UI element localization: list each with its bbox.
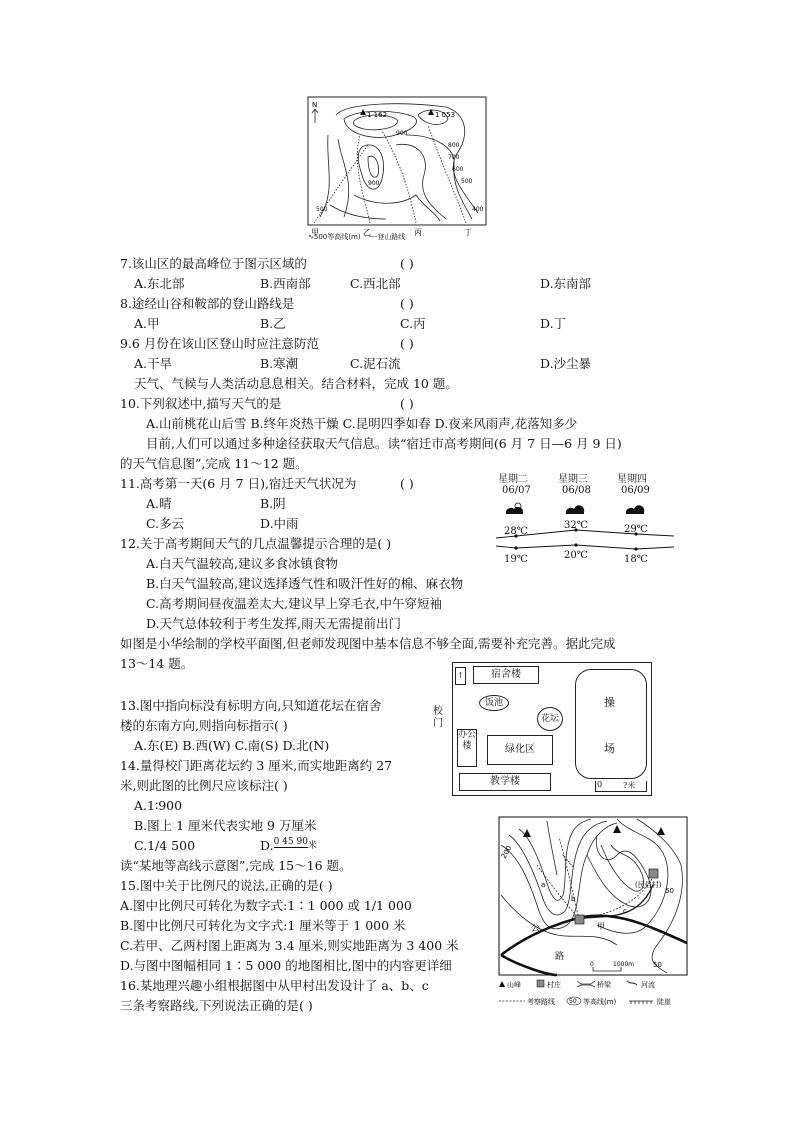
- legend-contour-label: 等高线(m): [327, 233, 361, 241]
- road-label-gong: 公: [531, 924, 541, 934]
- question-13-line1: 13.图中指向标没有标明方向,只知道花坛在宿舍: [120, 698, 382, 713]
- cloudy-icon: [626, 505, 644, 514]
- legend-contour-label: 等高线(m): [583, 998, 617, 1006]
- village-label-minsu: (民俗村): [635, 881, 662, 889]
- weekday-label: 星期三: [558, 474, 588, 485]
- contour-label: 500: [316, 206, 328, 213]
- legend-cliff: 陡崖: [657, 998, 671, 1006]
- scale-zero: 0: [590, 961, 594, 968]
- scale-zero: 0: [597, 780, 603, 789]
- question-11-paren: ( ): [400, 476, 414, 491]
- question-8-stem: 8.途经山谷和鞍部的登山路线是: [120, 296, 295, 311]
- peak-label-2: 1 053: [435, 111, 456, 119]
- topographic-map-2: [497, 815, 691, 1015]
- cloudy-sun-icon: [506, 503, 523, 514]
- high-temp-label: 32℃: [564, 520, 588, 531]
- contour-legend-icon: ∿: [308, 233, 314, 241]
- intro-q11-line1: 目前,人们可以通过多种途径获取天气信息。读“宿迁市高考期间(6 月 7 日—6 月 9 日): [146, 436, 622, 451]
- contour-label: 400: [472, 206, 484, 213]
- route-label-c: c: [623, 907, 627, 915]
- route-label-yi: 乙: [363, 228, 371, 237]
- question-16-line1: 16.某地理兴趣小组根据图中从甲村出发设计了 a、b、c: [120, 978, 429, 993]
- weekday-label: 星期二: [498, 474, 528, 485]
- contour-label: 900: [396, 130, 408, 137]
- cloudy-icon: [566, 505, 584, 514]
- question-15-stem: 15.图中关于比例尺的说法,正确的是( ): [120, 878, 333, 893]
- question-10-paren: ( ): [400, 396, 414, 411]
- question-7-paren: ( ): [400, 256, 414, 271]
- option-9c: C.泥石流: [350, 356, 401, 371]
- route-label-ding: 丁: [464, 228, 472, 237]
- peak-label-1: 1 162: [367, 111, 388, 119]
- option-14b: B.图上 1 厘米代表实地 9 万厘米: [134, 818, 317, 833]
- route-label-b: b: [571, 895, 576, 903]
- route-label-jia: 甲: [311, 228, 319, 237]
- contour-label: 800: [448, 142, 460, 149]
- low-temp-label: 19℃: [504, 554, 528, 565]
- route-legend-icon: ┈┈: [368, 233, 378, 241]
- green-area: 绿化区: [487, 735, 553, 765]
- option-8b: B.乙: [260, 316, 286, 331]
- north-arrow-blank: ↑: [455, 667, 466, 685]
- option-15c: C.若甲、乙两村图上距离为 3.4 厘米,则实地距离为 3 400 米: [120, 938, 459, 953]
- scale-1000m: 1000m: [613, 961, 635, 968]
- scale-unit: ?米: [623, 781, 636, 790]
- question-10-options: A.山前桃花山后雪 B.终年炎热干燥 C.昆明四季如春 D.夜来风雨声,花落知多少: [146, 416, 578, 431]
- route-label-a: a: [541, 881, 546, 889]
- field-char-1: 操: [604, 696, 615, 709]
- dorm-building: 宿舍楼: [473, 666, 539, 684]
- weekday-label: 星期四: [617, 474, 647, 485]
- map1-legend: [308, 232, 405, 242]
- school-plan: [452, 662, 652, 796]
- question-10-stem: 10.下列叙述中,描写天气的是: [120, 396, 282, 411]
- option-15a: A.图中比例尺可转化为数字式:1∶1 000 或 1/1 000: [120, 898, 412, 913]
- option-8d: D.丁: [540, 316, 567, 331]
- high-temp-label: 29℃: [624, 524, 648, 535]
- option-7a: A.东北部: [134, 276, 185, 291]
- option-15d: D.与图中图幅相同 1∶5 000 的地图相比,图中的内容更详细: [120, 958, 452, 973]
- intro-q13-line2: 13～14 题。: [120, 656, 194, 671]
- option-15b: B.图中比例尺可转化为文字式:1 厘米等于 1 000 米: [120, 918, 406, 933]
- low-temp-label: 18℃: [624, 554, 648, 565]
- school-gate: 校门: [433, 706, 443, 729]
- question-7-stem: 7.该山区的最高峰位于图示区域的: [120, 256, 307, 271]
- north-label: N: [312, 101, 318, 109]
- high-temp-label: 28℃: [504, 526, 528, 537]
- option-7b: B.西南部: [260, 276, 311, 291]
- contour-label: 900: [368, 180, 380, 187]
- option-14a: A.1∶900: [134, 798, 183, 813]
- option-11b: B.阴: [260, 496, 286, 511]
- village-icon: [537, 980, 544, 987]
- legend-contour-value: 500: [313, 233, 328, 241]
- legend-contour-value: 50: [569, 998, 577, 1005]
- option-11d: D.中雨: [260, 516, 299, 531]
- intro-q10: 天气、气候与人类活动息息相关。结合材料，完成 10 题。: [134, 376, 458, 391]
- sports-field: [575, 669, 647, 779]
- option-9b: B.寒潮: [260, 356, 299, 371]
- contour-label: 500: [461, 178, 473, 185]
- question-14-line2: 米,则此图的比例尺应该标注( ): [120, 778, 288, 793]
- cliff-icon: [629, 1001, 653, 1004]
- contour-label: 600: [452, 166, 464, 173]
- question-8-paren: ( ): [400, 296, 414, 311]
- option-9a: A.干旱: [134, 356, 173, 371]
- option-12c: C.高考期间昼夜温差太大,建议早上穿毛衣,中午穿短袖: [146, 596, 443, 611]
- date-label: 06/09: [621, 485, 650, 496]
- intro-q15: 读“某地等高线示意图”,完成 15～16 题。: [120, 858, 352, 873]
- intro-q11-line2: 的天气信息图”,完成 11～12 题。: [120, 456, 308, 471]
- date-label: 06/08: [562, 485, 591, 496]
- option-14d: D.0 45 $90^米$: [260, 837, 317, 853]
- option-12a: A.白天气温较高,建议多食冰镇食物: [146, 556, 338, 571]
- option-7c: C.西北部: [350, 276, 401, 291]
- option-12d: D.天气总体较利于考生发挥,雨天无需提前出门: [146, 616, 402, 631]
- option-8c: C.丙: [400, 316, 426, 331]
- question-13-line2: 楼的东南方向,则指向标指示( ): [120, 718, 288, 733]
- contour-label-50: 50: [653, 961, 662, 969]
- route-label-bing: 丙: [414, 228, 422, 237]
- office-building: 办公楼: [457, 729, 477, 767]
- legend-river: 河流: [641, 981, 655, 989]
- low-temp-label: 20℃: [564, 550, 588, 561]
- question-9-paren: ( ): [400, 336, 414, 351]
- question-14-line1: 14.量得校门距离花坛约 3 厘米,而实地距离约 27: [120, 758, 393, 773]
- option-8a: A.甲: [134, 316, 160, 331]
- legend-village: 村庄: [547, 981, 561, 989]
- contour-label-200: 200: [499, 844, 514, 860]
- question-16-line2: 三条考察路线,下列说法正确的是( ): [120, 998, 313, 1013]
- contour-label: 700: [448, 154, 460, 161]
- question-11-stem: 11.高考第一天(6 月 7 日),宿迁天气状况为: [120, 476, 357, 491]
- option-14c: C.1/4 500: [134, 838, 196, 853]
- bridge-icon: [577, 981, 595, 987]
- legend-route-label: 登山路线: [377, 233, 406, 241]
- road-label-lu: 路: [555, 952, 565, 962]
- river-icon: [627, 981, 637, 985]
- legend-route: 考察路线: [527, 998, 555, 1006]
- field-char-2: 场: [604, 742, 615, 755]
- topographic-map-1: [306, 95, 488, 243]
- pool-area: 饭池: [479, 695, 509, 711]
- legend-bridge: 桥梁: [597, 981, 611, 989]
- option-9d: D.沙尘暴: [540, 356, 592, 371]
- option-7d: D.东南部: [540, 276, 592, 291]
- option-11a: A.晴: [146, 496, 172, 511]
- village-label-jia: 甲: [597, 922, 605, 931]
- question-13-options: A.东(E) B.西(W) C.南(S) D.北(N): [134, 738, 330, 753]
- peak-icon: [499, 981, 505, 987]
- question-12-stem: 12.关于高考期间天气的几点温馨提示合理的是( ): [120, 536, 392, 551]
- scale-bar: [595, 781, 647, 792]
- flower-bed: 花坛: [537, 707, 563, 731]
- legend-peak: 山峰: [507, 981, 521, 989]
- option-11c: C.多云: [146, 516, 185, 531]
- weather-forecast: [496, 470, 674, 574]
- date-label: 06/07: [502, 485, 531, 496]
- question-9-stem: 9.6 月份在该山区登山时应注意防范: [120, 336, 319, 351]
- intro-q13-line1: 如图是小华绘制的学校平面图,但老师发现图中基本信息不够全面,需要补充完善。据此完成: [120, 636, 616, 651]
- teaching-building: 教学楼: [459, 773, 551, 791]
- line-scale-graphic: 0 45 90: [273, 837, 308, 847]
- option-12b: B.白天气温较高,建议选择透气性和吸汗性好的棉、麻衣物: [146, 576, 464, 591]
- contour-label-50: 50: [665, 887, 674, 895]
